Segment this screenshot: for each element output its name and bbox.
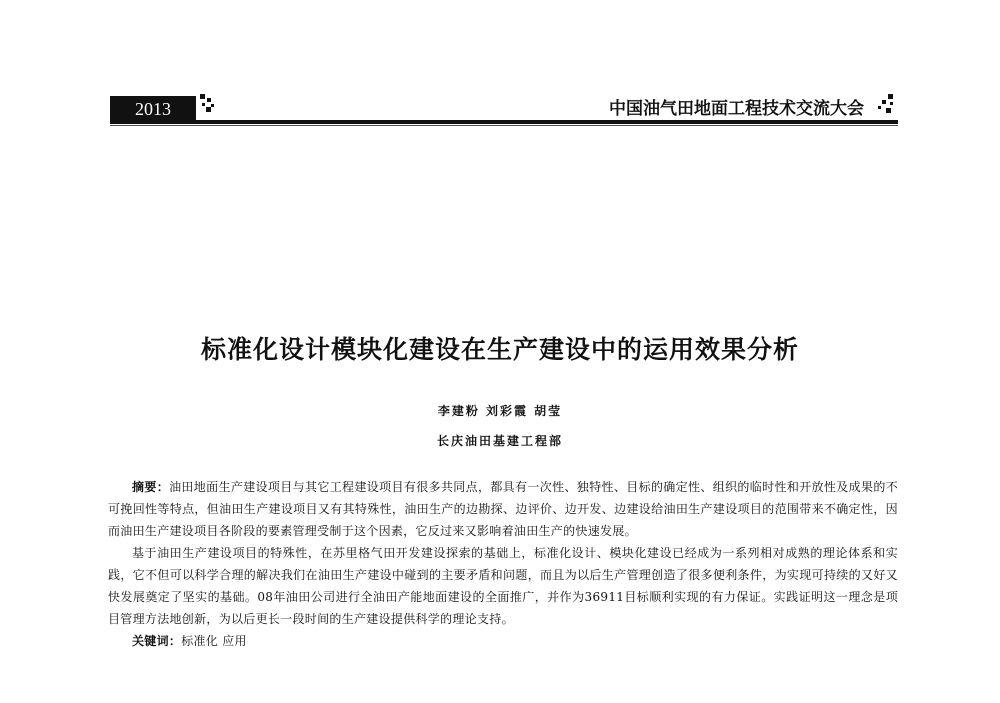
abstract-section bbox=[108, 476, 898, 652]
year-badge: 2013 bbox=[110, 96, 196, 122]
abstract-text-1: 油田地面生产建设项目与其它工程建设项目有很多共同点，都具有一次性、独特性、目标的确定性、组织的临时性和开放性及成果的不可挽回性等特点，但油田生产建设项目又有其特殊性，油田生产的边勘探、边评价、边开发、边建设给油田生产建设项目的范围带来不确定性，因而油田生产建设项目各阶段的要素管理受制于这个因素，它反过来又影响着油田生产的快速发展。 bbox=[108, 480, 898, 538]
paper-title: 标准化设计模块化建设在生产建设中的运用效果分析 bbox=[200, 335, 799, 364]
decorative-dots-icon bbox=[198, 92, 220, 114]
header-rule-thick bbox=[110, 120, 898, 124]
decorative-dots-icon bbox=[874, 92, 898, 116]
paper-authors: 李建粉 刘彩霞 胡莹 bbox=[437, 404, 563, 418]
abstract-paragraph-1 bbox=[108, 476, 898, 542]
keywords-line bbox=[108, 630, 898, 652]
page-header bbox=[110, 92, 898, 126]
abstract-label: 摘要： bbox=[132, 480, 170, 494]
paper-affiliation: 长庆油田基建工程部 bbox=[436, 434, 563, 448]
abstract-paragraph-2: 基于油田生产建设项目的特殊性，在苏里格气田开发建设探索的基础上，标准化设计、模块化建设已经成为一系列相对成熟的理论体系和实践，它不但可以科学合理的解决我们在油田生产建设中碰到的主要矛盾和问题，而且为以后生产管理创造了很多便利条件，为实现可持续的又好又快发展奠定了坚实的基础。08年油田公司进行全油田产能地面建设的全面推广，并作为36911目标顺利实现的有力保证。实践证明这一理念是项目管理方法地创新，为以后更长一段时间的生产建设提供科学的理论支持。 bbox=[108, 546, 898, 626]
keywords-label: 关键词： bbox=[132, 634, 182, 648]
header-rule-thin bbox=[110, 125, 898, 126]
conference-title: 中国油气田地面工程技术交流大会 bbox=[609, 99, 864, 119]
keywords-text: 标准化 应用 bbox=[181, 634, 247, 648]
